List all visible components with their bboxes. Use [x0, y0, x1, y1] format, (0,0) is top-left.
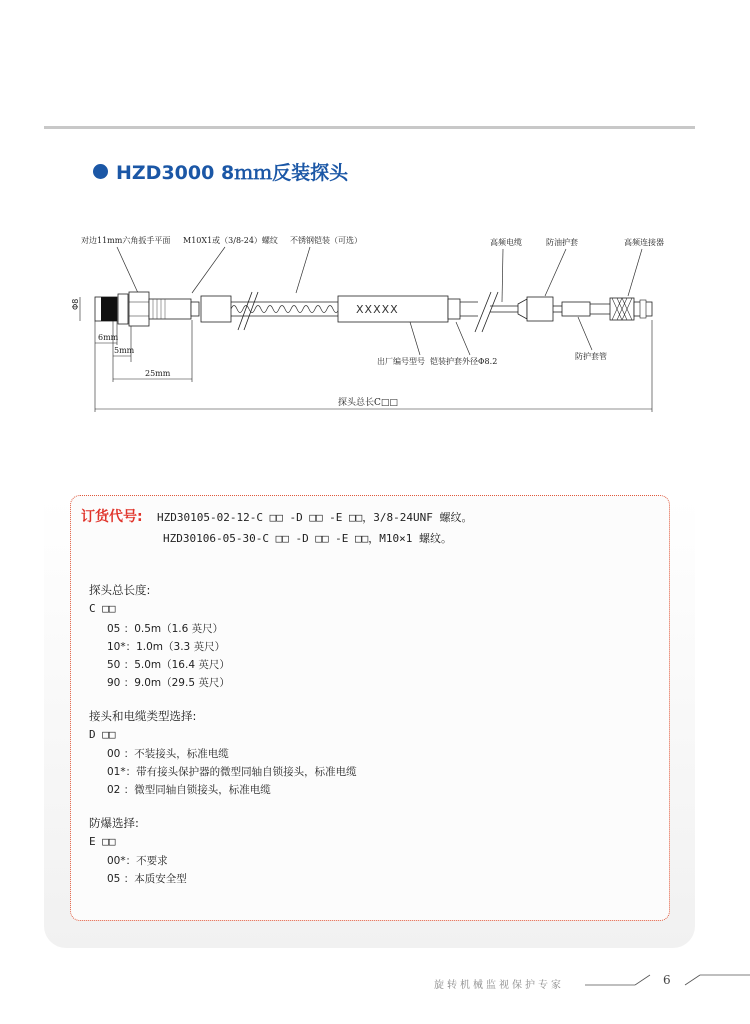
section-code-explosion: E □□ — [89, 835, 116, 848]
dim-total-length: 探头总长C□□ — [338, 398, 398, 408]
order-code-line-2: HZD30106-05-30-C □□ -D □□ -E □□，M10×1 螺纹。 — [163, 532, 453, 545]
dim-phi8: Φ8 — [71, 298, 80, 310]
section-title-explosion: 防爆选择: — [89, 816, 139, 830]
threaded-body — [149, 299, 191, 319]
dim-25mm: 25mm — [145, 369, 171, 378]
order-code-line-1: HZD30105-02-12-C □□ -D □□ -E □□，3/8-24UNF 螺纹。 — [157, 511, 473, 524]
hex-nut-2 — [129, 292, 149, 326]
page-number: 6 — [663, 973, 671, 987]
label-hex-flats: 对边11mm六角扳手平面 — [81, 236, 171, 245]
label-hf-cable: 高频电缆 — [490, 238, 522, 247]
option-length-90: 90 ：9.0m（29.5 英尺） — [107, 677, 230, 689]
section-code-connector: D □□ — [89, 728, 116, 741]
option-length-50: 50 ：5.0m（16.4 英尺） — [107, 659, 230, 671]
leader-lines-upper — [117, 247, 642, 302]
label-protect-tube: 防护套管 — [575, 352, 607, 361]
section-code-length: C □□ — [89, 602, 116, 615]
label-armor: 不锈钢铠装（可选） — [290, 236, 362, 245]
label-oil-sleeve: 防油护套 — [546, 238, 578, 247]
protective-tube — [562, 302, 590, 316]
dim-5mm: 5mm — [114, 346, 135, 355]
probe-tip-coil — [101, 297, 117, 321]
label-thread: M10X1或（3/8-24）螺纹 — [183, 236, 278, 245]
hex-nut-1 — [118, 294, 128, 324]
option-length-10: 10*：1.0m（3.3 英尺） — [107, 641, 226, 653]
page-title: HZD3000 8ｍｍ反装探头 — [116, 162, 349, 184]
probe-diagram — [0, 0, 750, 480]
option-connector-00: 00 ：不装接头，标准电缆 — [107, 748, 229, 760]
label-armor-od: 铠装护套外径Φ8.2 — [430, 357, 498, 366]
option-explosion-05: 05 ：本质安全型 — [107, 873, 187, 885]
label-serial: 出厂编号型号 — [377, 357, 425, 366]
label-hf-connector: 高频连接器 — [624, 238, 664, 247]
dim-6mm: 6mm — [98, 333, 119, 342]
option-explosion-00: 00*：不要求 — [107, 855, 168, 867]
oil-sleeve — [527, 297, 553, 321]
section-title-connector: 接头和电缆类型选择: — [89, 709, 197, 723]
section-title-length: 探头总长度: — [89, 583, 151, 597]
option-length-05: 05 ：0.5m（1.6 英尺） — [107, 623, 224, 635]
option-connector-02: 02 ：微型同轴自锁接头，标准电缆 — [107, 784, 271, 796]
armor-fitting — [201, 296, 231, 322]
order-code-heading: 订货代号: — [81, 509, 143, 525]
serial-marks: XXXXX — [356, 303, 399, 316]
footer-tagline: 旋转机械监视保护专家 — [434, 980, 564, 991]
option-connector-01: 01*：带有接头保护器的微型同轴自锁接头，标准电缆 — [107, 766, 357, 778]
